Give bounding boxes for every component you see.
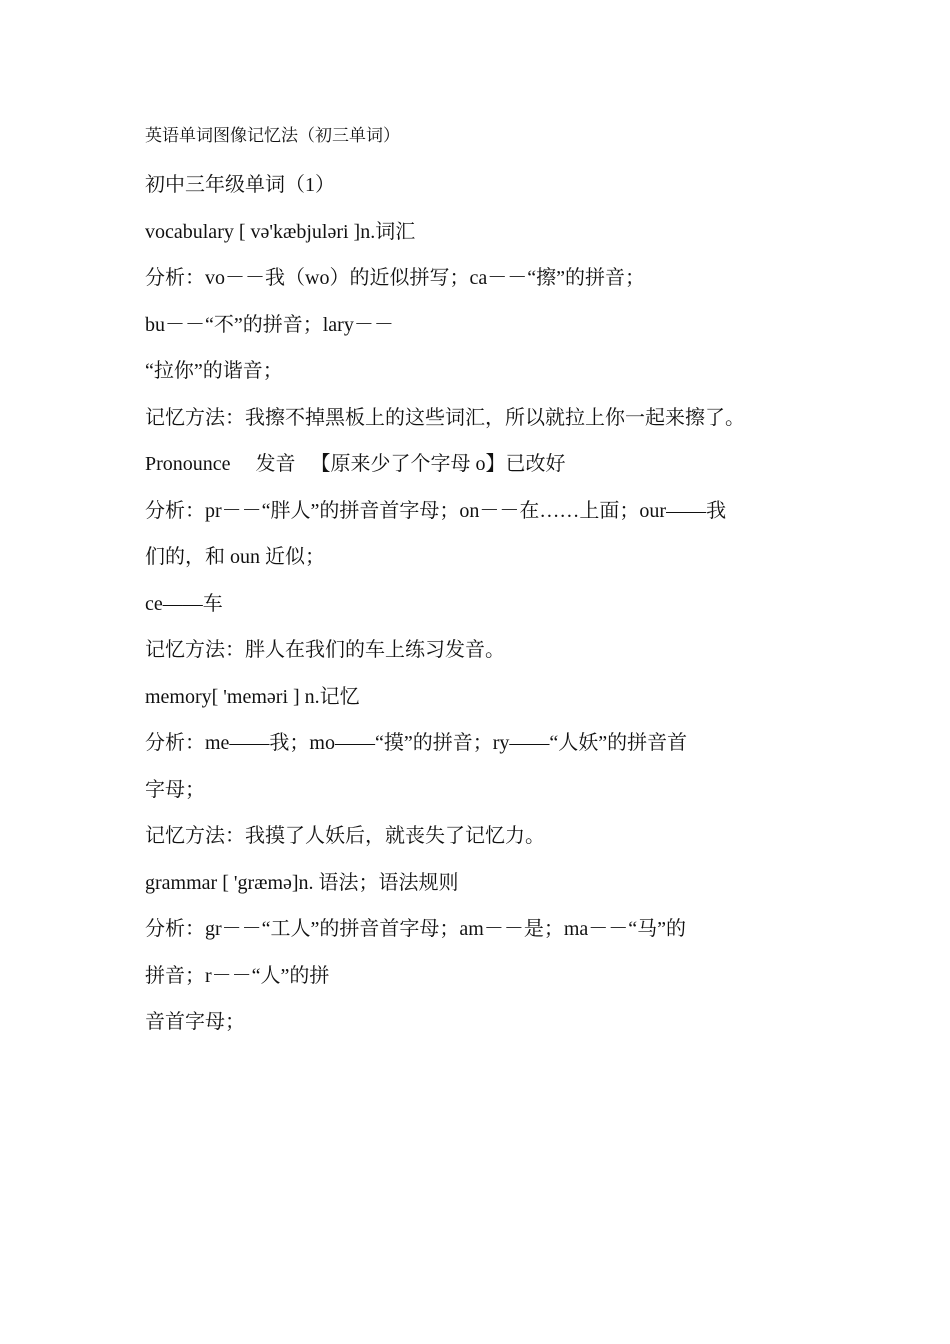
word-entry-vocabulary: vocabulary [ və'kæbjuləri ]n.词汇 xyxy=(145,220,416,243)
word-entry-memory: memory[ 'meməri ] n.记忆 xyxy=(145,685,360,708)
memory-method-line: 记忆方法：我摸了人妖后，就丧失了记忆力。 xyxy=(145,825,545,847)
memory-method-line: 记忆方法：我擦不掉黑板上的这些词汇，所以就拉上你一起来擦了。 xyxy=(145,406,745,429)
word-entry-grammar: grammar [ 'græmə]n. 语法；语法规则 xyxy=(145,871,459,894)
document-body xyxy=(145,124,815,1056)
analysis-line: 分析：gr－－“工人”的拼音首字母；am－－是；ma－－“马”的 xyxy=(145,918,687,940)
analysis-line: 拼音；r－－“人”的拼 xyxy=(145,964,330,987)
analysis-line: 们的，和 oun 近似； xyxy=(145,546,325,568)
analysis-line: “拉你”的谐音； xyxy=(145,360,283,382)
analysis-line: 字母； xyxy=(145,778,205,801)
document-title: 英语单词图像记忆法（初三单词） xyxy=(145,126,400,145)
section-heading: 初中三年级单词（1） xyxy=(145,174,335,196)
analysis-line: 分析：me——我；mo——“摸”的拼音；ry——“人妖”的拼音首 xyxy=(145,732,688,754)
analysis-line: bu－－“不”的拼音；lary－－ xyxy=(145,313,394,336)
analysis-line: 分析：vo－－我（wo）的近似拼写；ca－－“擦”的拼音； xyxy=(145,267,645,289)
analysis-line: 分析：pr－－“胖人”的拼音首字母；on－－在……上面；our——我 xyxy=(145,499,727,522)
analysis-line: ce——车 xyxy=(145,592,223,615)
word-entry-pronounce: Pronounce 发音 【原来少了个字母 o】已改好 xyxy=(145,453,566,475)
memory-method-line: 记忆方法：胖人在我们的车上练习发音。 xyxy=(145,639,505,661)
analysis-line: 音首字母； xyxy=(145,1011,245,1033)
